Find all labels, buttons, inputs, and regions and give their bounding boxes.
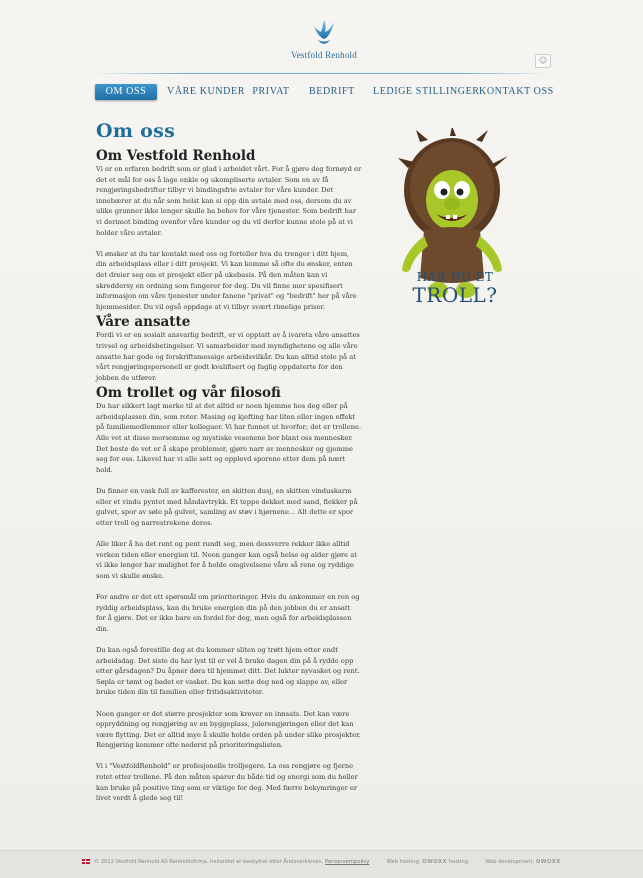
paragraph: Fordi vi er en sosialt ansvarlig bedrift, er vi opptatt av å ivareta våre ansattes trivsel og arbeidsbetingelser. Vi samarbeider med myndighetene og alle våre ansatte har gode og forskriftsmessige arbeidsvilkår. Du kan alltid stole på at vårt rengjøringspersonell er godt kvalifisert og faglig oppdaterte for den jobben de utfører. xyxy=(96,331,360,382)
logo-text: Vestfold Renhold xyxy=(291,50,357,60)
hosting-brand[interactable]: OWOXX xyxy=(422,859,448,865)
paragraph: Alle liker å ha det rent og pent rundt seg, men dessverre rekker ikke alltid verken tiden eller energien til. Noen ganger kan også helse og alder gjøre at vi ikke lenger har mulighet for å holde omgivelsene våre så rene og ryddige som vi skulle ønske. xyxy=(96,540,357,580)
troll-callout-line1: HAR DU ET xyxy=(416,270,494,284)
user-login-icon[interactable]: ☺ xyxy=(535,54,551,68)
footer-copyright: © 2012 Vestfold Renhold AS Renholdsfirma. Innholdet er beskyttet etter Åndsverkloven. xyxy=(94,859,324,865)
footer xyxy=(0,850,643,878)
paragraph: Du kan også forestille deg at du kommer sliten og trøtt hjem etter endt arbeidsdag. Det siste du har lyst til er vel å bruke dagen din på å rydde opp etter gårsdagen? Du åpner døra til hjemmet ditt. Det lukter nyvasket og rent. Søpla er tømt og badet er vasket. Du kan sette deg ned og slappe av, eller bruke tiden din til familien eller fritidsaktiviteter. xyxy=(96,645,360,697)
paragraph: Vi i "VestfoldRenhold" er profesjonelle trolljegere. La oss rengjøre og fjerne rotet etter trollene. På den måten sparer du både tid og energi som du heller kan bruke på positive ting som er viktige for deg. Med færre bekymringer er livet verdt å glede seg til! xyxy=(96,762,358,803)
paragraph: Vi er en erfaren bedrift som er glad i arbeidet vårt. For å gjøre deg fornøyd er det et mål for oss å lage enkle og ukompliserte avtaler. Som en av få rengjøringsbedrifter tilbyr vi bindingsfrie avtaler for våre kunder. Det innebærer at du når som helst kan si opp din avtale med oss, dersom du av ulike grunner ikke lenger skulle ha behov for våre tjenester. Som bedrift har vi derimot binding ovenfor våre kunder og du vil derfor kunne stole på at vi holder våre avtaler. xyxy=(96,165,362,237)
nav-kontakt-oss[interactable]: KONTAKT OSS xyxy=(479,86,554,97)
footer-text xyxy=(82,859,561,865)
paragraph: Vi ønsker at du tar kontakt med oss og forteller hva du trenger i ditt hjem, din arbeidsplass eller i ditt prosjekt. Vi kan komme så ofte du ønsker, enten det dreier seg om et prosjekt eller på ukebasis. På den måten kan vi skreddersy en ordning som fungerer for deg. Du vil finne mer spesifisert informasjon om våre tjenester under fanene "privat" og "bedrift" her på våre hjemmesider. Du vil også oppdage at vi tilbyr svært rimelige priser. xyxy=(96,249,357,311)
hosting-suffix: hosting xyxy=(448,859,468,865)
hosting-label: Web hosting: xyxy=(386,859,421,865)
nav-bedrift[interactable]: BEDRIFT xyxy=(309,86,355,97)
site-logo[interactable] xyxy=(282,18,366,60)
page-title: Om oss xyxy=(96,120,176,142)
section-title-employees: Våre ansatte xyxy=(96,314,191,331)
nav-privat[interactable]: PRIVAT xyxy=(252,86,290,97)
paragraph: Du finner en vask full av kafferester, en skitten dusj, en skitten vinduskarm eller et vindu pyntet med håndavtrykk. Et teppe dekket med sand, flekker på gulvet, spor av søle på gulvet, samling av støv i hjørnene... Alt dette er spor etter troll og narrestrekene deres. xyxy=(96,487,358,527)
nav-om-oss[interactable]: OM OSS xyxy=(95,84,157,100)
header-divider xyxy=(93,73,551,74)
bird-logo-icon xyxy=(311,18,337,50)
privacy-policy-link[interactable]: Personvernpolicy xyxy=(325,859,370,865)
troll-callout-line2: TROLL? xyxy=(412,283,498,307)
nav-ledige-stillinger[interactable]: LEDIGE STILLINGER xyxy=(373,86,480,97)
dev-label: Web development: xyxy=(485,859,535,865)
nav-vare-kunder[interactable]: VÅRE KUNDER xyxy=(167,86,245,97)
paragraph: Du har sikkert lagt merke til at det alltid er noen hjemme hos deg eller på arbeidsplassen din, som roter. Masing og kjefting har liten eller ingen effekt på familiemedlemmer eller kollegaer. Vi har funnet ut hvorfor; det er trollene. Alle vet at disse morsomme og mystiske vesenene bor blant oss mennesker. Det beste de vet er å skape problemer, gjøre narr av mennesker og gjemme seg for oss. Likevel har vi alle sett og opplevd sporene etter dem på nært hold. xyxy=(96,402,362,474)
main-content xyxy=(96,120,362,814)
section-title-troll: Om trollet og vår filosofi xyxy=(96,385,281,402)
section-title-about: Om Vestfold Renhold xyxy=(96,148,256,164)
danish-flag-icon xyxy=(82,859,90,864)
dev-brand[interactable]: OWOXX xyxy=(535,859,561,865)
main-nav xyxy=(95,84,555,102)
paragraph: Noen ganger er det større prosjekter som krever en innsats. Det kan være oppryddning og rengjøring av en byggeplass, julerengjøringen eller det kan være flytting. Det er alltid mye å skulle holde orden på under slike prosjekter. Rengjøring kommer ofte nederst på prioriteringslisten. xyxy=(96,709,361,750)
paragraph: For andre er det ett spørsmål om prioriteringer. Hvis du ankommer en ren og ryddig arbeidsplass, kan du bruke energien din på den jobben du er ansatt for å gjøre. Det er ikke bare en fordel for deg, men også for arbeidsplassen din. xyxy=(96,592,360,633)
troll-callout[interactable] xyxy=(400,270,510,306)
